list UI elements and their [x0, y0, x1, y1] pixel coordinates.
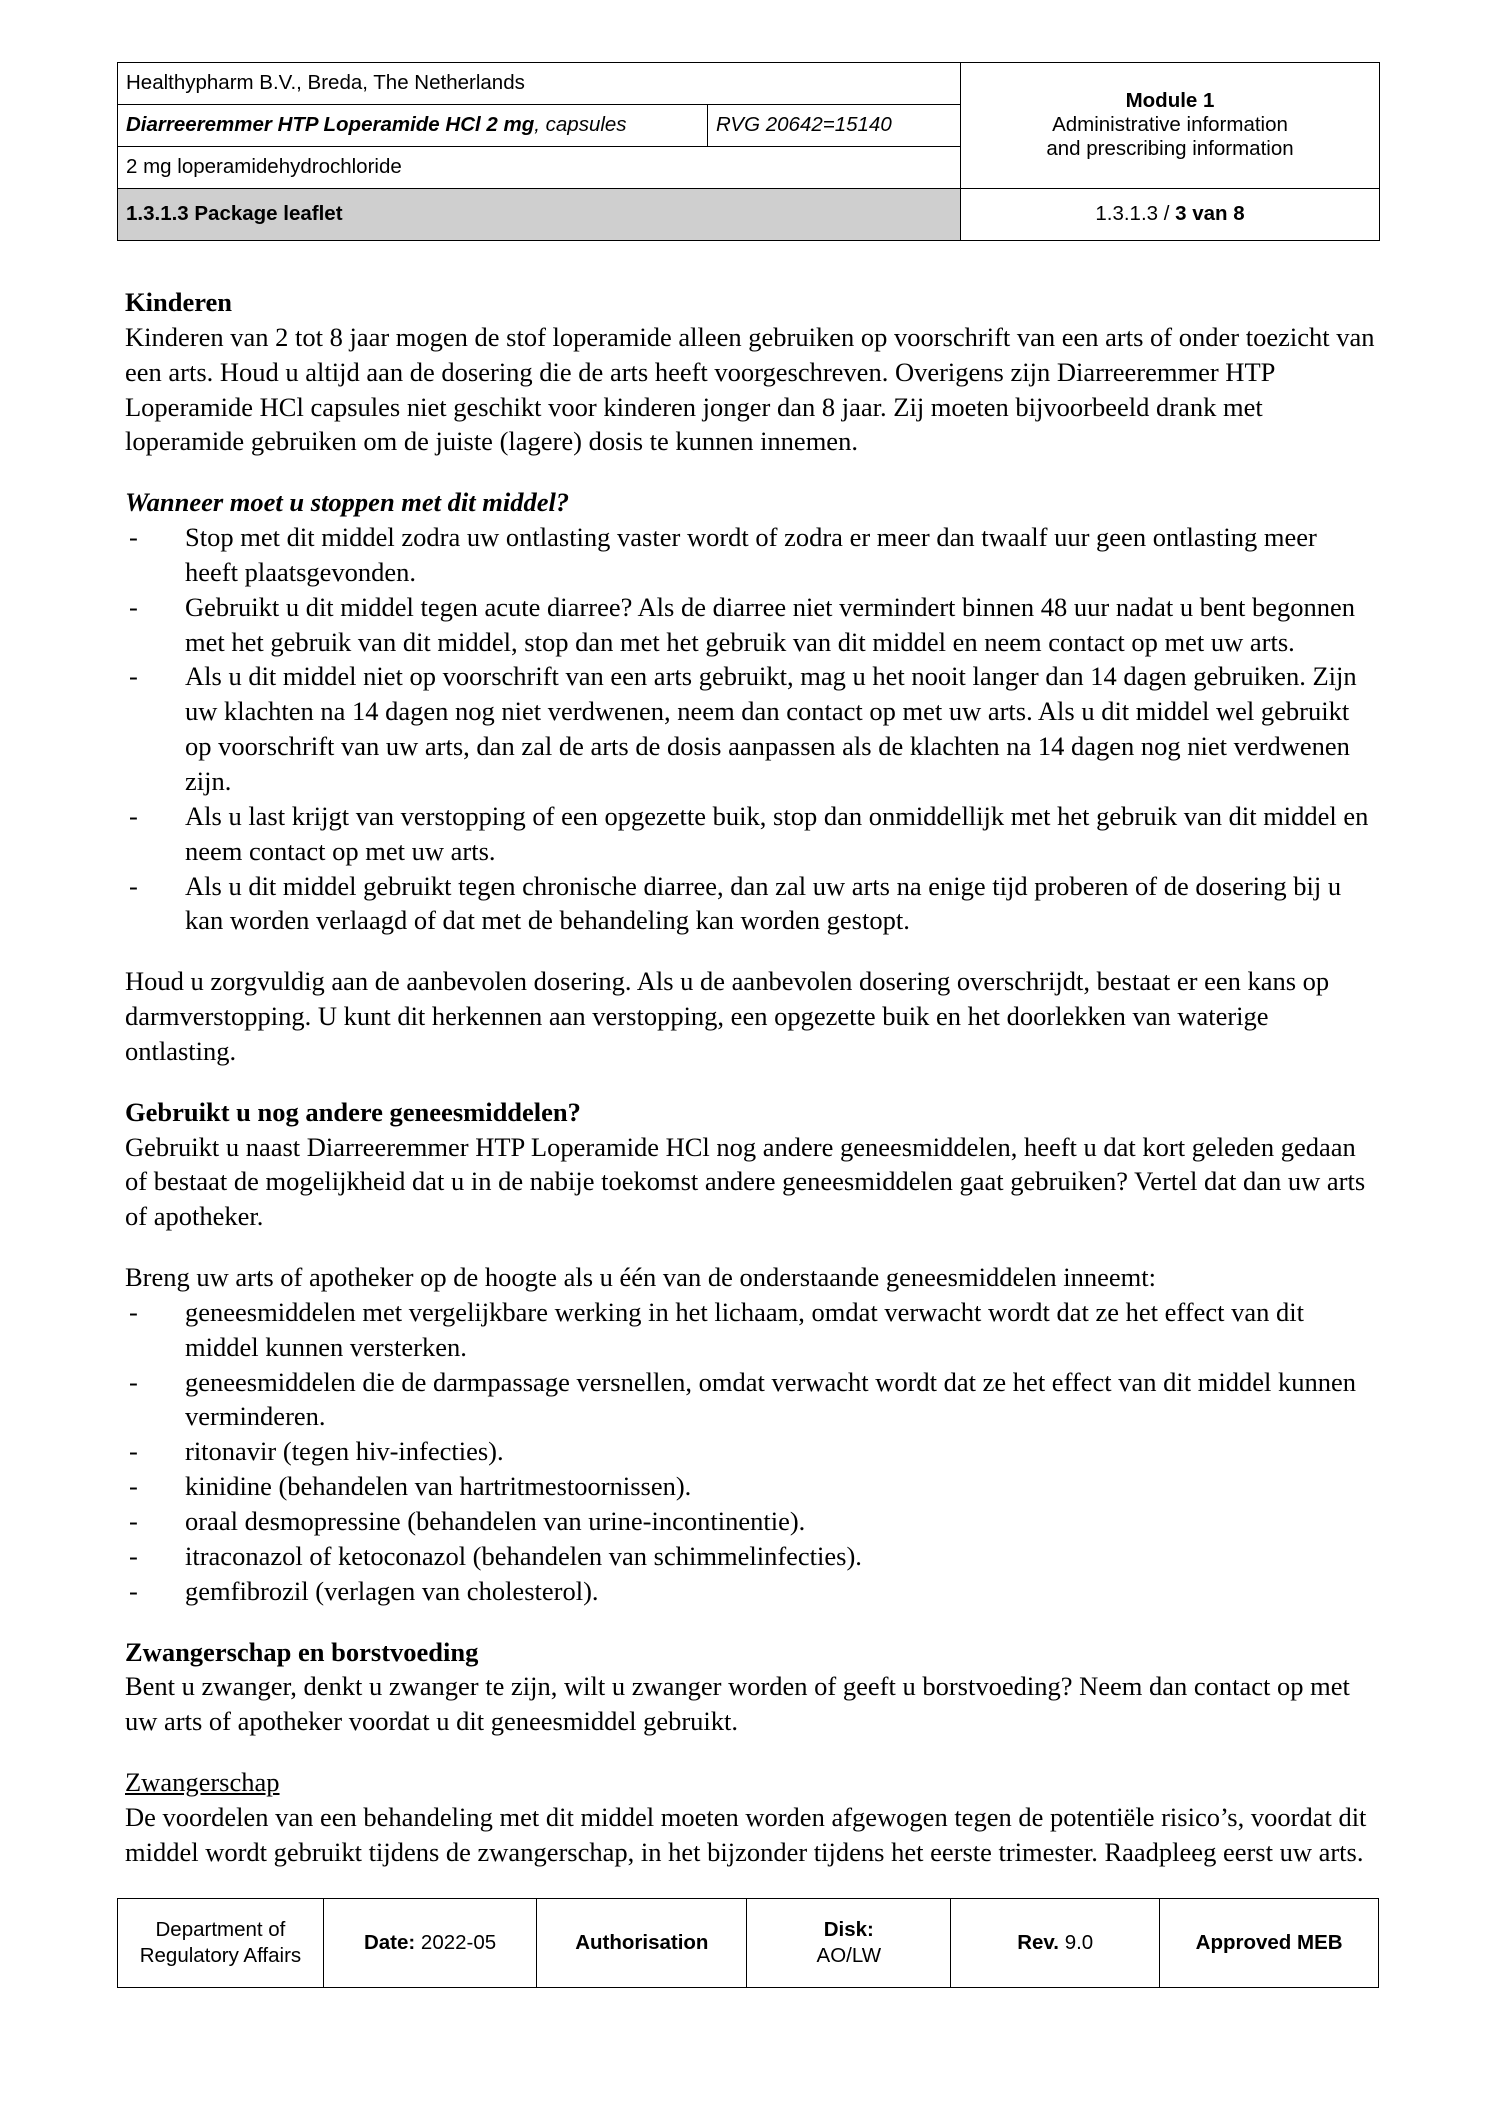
list-item — [125, 520, 1375, 590]
heading-zwangerschap-borstvoeding: Zwangerschap en borstvoeding — [125, 1636, 479, 1667]
spacer — [125, 1069, 1375, 1095]
list-geneesmiddelen — [125, 1295, 1375, 1609]
paragraph-zwangerschap-borstvoeding: Bent u zwanger, denkt u zwanger te zijn, wilt u zwanger worden of geeft u borstvoeding? Neem dan contact op met uw arts of apotheker voordat u dit geneesmiddel gebruikt. — [125, 1671, 1350, 1737]
module-title: Module 1 — [1125, 88, 1215, 112]
footer-disk-cell — [747, 1899, 951, 1988]
footer-approved-label: Approved MEB — [1195, 1931, 1343, 1955]
bullet-dash-icon: - — [129, 1296, 138, 1327]
document-footer-table — [117, 1898, 1379, 1988]
bullet-dash-icon: - — [129, 1575, 138, 1606]
footer-department-line-2: Regulatory Affairs — [139, 1944, 302, 1967]
footer-approved-cell — [1160, 1899, 1379, 1988]
bullet-dash-icon: - — [129, 870, 138, 901]
list-item-text: geneesmiddelen die de darmpassage versnellen, omdat verwacht wordt dat ze het effect van dit middel kunnen verminderen. — [185, 1366, 1356, 1432]
list-item — [125, 1539, 1375, 1574]
list-item-text: itraconazol of ketoconazol (behandelen van schimmelinfecties). — [185, 1540, 862, 1571]
list-item — [125, 1365, 1375, 1435]
spacer — [125, 1609, 1375, 1635]
list-item — [125, 869, 1375, 939]
list-item — [125, 1504, 1375, 1539]
list-item-text: kinidine (behandelen van hartritmestoornissen). — [185, 1471, 692, 1502]
footer-rev-cell — [951, 1899, 1160, 1988]
header-company-cell — [118, 63, 961, 105]
footer-date-cell — [323, 1899, 536, 1988]
heading-zwangerschap: Zwangerschap — [125, 1767, 280, 1798]
footer-row — [118, 1899, 1379, 1988]
header-substance-cell — [118, 147, 961, 189]
footer-disk-value: AO/LW — [816, 1944, 882, 1967]
header-product-form: , capsules — [534, 112, 627, 136]
paragraph-breng-uw-arts: Breng uw arts of apotheker op de hoogte als u één van de onderstaande geneesmiddelen inneemt: — [125, 1262, 1156, 1293]
footer-department-line-1: Department of — [155, 1918, 286, 1942]
paragraph-andere-geneesmiddelen: Gebruikt u naast Diarreeremmer HTP Loperamide HCl nog andere geneesmiddelen, heeft u dat kort geleden gedaan of bestaat de mogelijkheid dat u in de nabije toekomst andere geneesmiddelen gaat gebruiken? Vertel dat dan uw arts of apotheker. — [125, 1131, 1366, 1232]
list-item-text: oraal desmopressine (behandelen van urine-incontinentie). — [185, 1506, 806, 1536]
list-item — [125, 659, 1375, 798]
footer-authorisation-label: Authorisation — [575, 1931, 709, 1955]
module-line-1: Administrative information — [1052, 112, 1288, 136]
footer-rev-value: 9.0 — [1059, 1931, 1094, 1955]
page-number-value: 3 van 8 — [1175, 201, 1245, 225]
footer-authorisation-cell — [537, 1899, 747, 1988]
footer-department-cell — [118, 1899, 324, 1988]
list-item-text: Stop met dit middel zodra uw ontlasting vaster wordt of zodra er meer dan twaalf uur geen ontlasting meer heeft plaatsgevonden. — [185, 522, 1317, 587]
header-company-text: Healthypharm B.V., Breda, The Netherlands — [126, 70, 525, 94]
header-row-company — [118, 63, 1380, 105]
leaflet-title-cell — [118, 189, 961, 241]
bullet-dash-icon: - — [129, 800, 138, 831]
footer-rev-label: Rev. — [1017, 1931, 1059, 1955]
paragraph-kinderen: Kinderen van 2 tot 8 jaar mogen de stof loperamide alleen gebruiken op voorschrift van een arts of onder toezicht van een arts. Houd u altijd aan de dosering die de arts heeft voorgeschreven. Overigens zijn Diarreeremmer HTP Loperamide HCl capsules niet geschikt voor kinderen jonger dan 8 jaar. Zij moeten bijvoorbeeld drank met loperamide gebruiken om de juiste (lagere) dosis te kunnen innemen. — [125, 321, 1375, 457]
bullet-dash-icon: - — [129, 1506, 138, 1536]
header-product-name: Diarreeremmer HTP Loperamide HCl 2 mg — [126, 112, 535, 136]
heading-kinderen: Kinderen — [125, 287, 232, 317]
list-item — [125, 590, 1375, 660]
list-item-text: Als u dit middel gebruikt tegen chronische diarree, dan zal uw arts na enige tijd proberen of de dosering bij u kan worden verlaagd of dat met de behandeling kan worden gestopt. — [185, 870, 1342, 936]
module-line-2: and prescribing information — [1046, 137, 1294, 161]
footer-disk-label: Disk: — [823, 1918, 874, 1942]
footer-date-label: Date: — [363, 1931, 416, 1955]
bullet-dash-icon: - — [129, 1366, 138, 1397]
paragraph-zwangerschap: De voordelen van een behandeling met dit middel moeten worden afgewogen tegen de potentiële risico’s, voordat dit middel wordt gebruikt tijdens de zwangerschap, in het bijzonder tijdens het eerste trimester. Raadpleeg eerst uw arts. — [125, 1801, 1367, 1867]
header-substance-text: 2 mg loperamidehydrochloride — [126, 154, 402, 178]
list-item-text: Als u dit middel niet op voorschrift van een arts gebruikt, mag u het nooit langer dan 14 dagen gebruiken. Zijn uw klachten na 14 dagen nog niet verdwenen, neem dan contact op met uw arts. Als u dit middel wel gebruikt op voorschrift van uw arts, dan zal de arts de dosis aanpassen als de klachten na 14 dagen nog niet verdwenen zijn. — [185, 661, 1357, 796]
list-item-text: Gebruikt u dit middel tegen acute diarree? Als de diarree niet vermindert binnen 48 uur nadat u bent begonnen met het gebruik van dit middel, stop dan met het gebruik van dit middel en neem contact op met uw arts. — [185, 591, 1356, 657]
footer-date-value: 2022-05 — [415, 1931, 497, 1955]
list-item — [125, 799, 1375, 869]
list-item — [125, 1469, 1375, 1504]
spacer — [125, 1234, 1375, 1260]
bullet-dash-icon: - — [129, 522, 138, 553]
leaflet-title: 1.3.1.3 Package leaflet — [126, 201, 343, 225]
heading-andere-geneesmiddelen: Gebruikt u nog andere geneesmiddelen? — [125, 1096, 581, 1127]
spacer — [125, 1739, 1375, 1765]
list-item-text: gemfibrozil (verlagen van cholesterol). — [185, 1575, 599, 1606]
list-item-text: geneesmiddelen met vergelijkbare werking in het lichaam, omdat verwacht wordt dat ze het effect van dit middel kunnen versterken. — [185, 1296, 1304, 1362]
list-item-text: ritonavir (tegen hiv-infecties). — [185, 1436, 504, 1467]
bullet-dash-icon: - — [129, 1436, 138, 1467]
list-item-text: Als u last krijgt van verstopping of een opgezette buik, stop dan onmiddellijk met het gebruik van dit middel en neem contact op met uw arts. — [185, 800, 1369, 866]
bullet-dash-icon: - — [129, 1540, 138, 1571]
document-body — [125, 285, 1375, 1870]
document-header-table — [117, 62, 1380, 241]
spacer — [125, 459, 1375, 485]
list-item — [125, 1574, 1375, 1609]
header-rvg-number: RVG 20642=15140 — [716, 112, 892, 136]
list-wanneer-stoppen — [125, 520, 1375, 938]
page-number-prefix: 1.3.1.3 / — [1095, 201, 1176, 225]
header-rvg-cell — [708, 105, 961, 147]
bullet-dash-icon: - — [129, 1471, 138, 1502]
page-number-cell — [961, 189, 1380, 241]
header-product-cell — [118, 105, 708, 147]
bullet-dash-icon: - — [129, 591, 138, 622]
header-module-cell — [961, 63, 1380, 189]
header-row-leaflet — [118, 189, 1380, 241]
spacer — [125, 938, 1375, 964]
bullet-dash-icon: - — [129, 661, 138, 692]
list-item — [125, 1295, 1375, 1365]
heading-wanneer-stoppen: Wanneer moet u stoppen met dit middel? — [125, 487, 570, 518]
list-item — [125, 1434, 1375, 1469]
paragraph-dosering: Houd u zorgvuldig aan de aanbevolen dosering. Als u de aanbevolen dosering overschrijdt, bestaat er een kans op darmverstopping. U kunt dit herkennen aan verstopping, een opgezette buik en het doorlekken van waterige ontlasting. — [125, 966, 1330, 1066]
